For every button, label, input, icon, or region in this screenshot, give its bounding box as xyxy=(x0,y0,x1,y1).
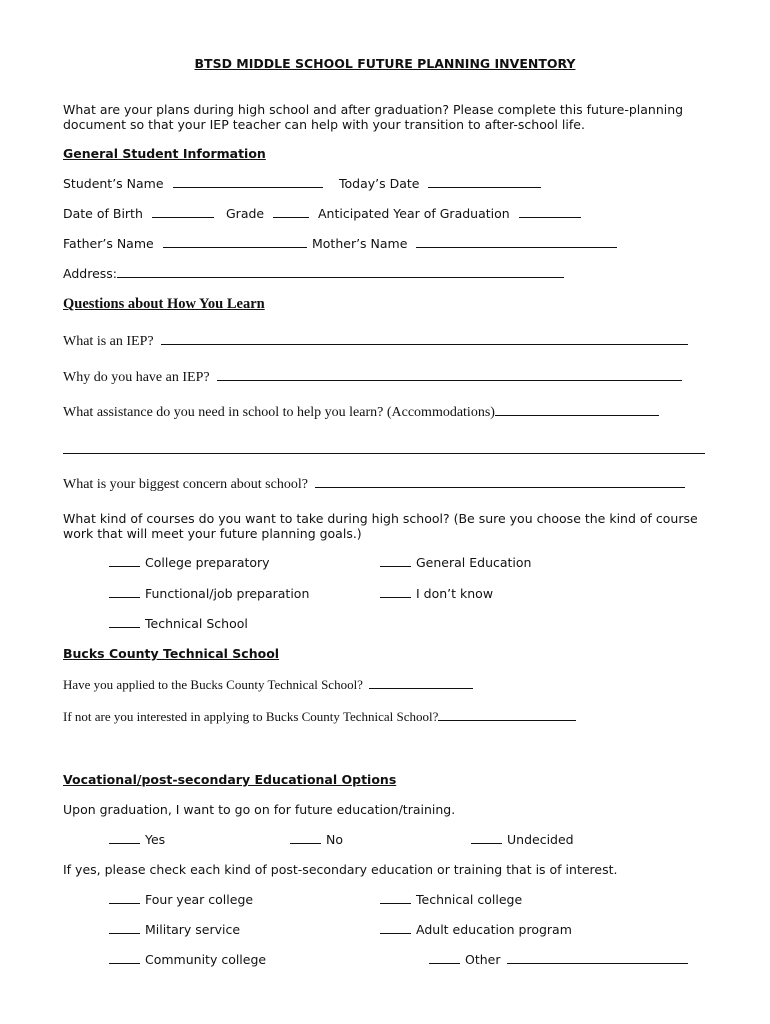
course-option[interactable] xyxy=(109,555,270,570)
student-name-field[interactable] xyxy=(173,176,323,188)
post-secondary-option[interactable] xyxy=(109,952,266,967)
post-secondary-question: If yes, please check each kind of post-secondary education or training that is of interest. xyxy=(63,862,618,877)
learn-heading: Questions about How You Learn xyxy=(63,296,265,312)
bucks-heading: Bucks County Technical School xyxy=(63,646,280,661)
post-secondary-label: Other xyxy=(465,952,501,967)
date-of-birth-field[interactable] xyxy=(152,206,214,218)
course-option[interactable] xyxy=(109,616,248,631)
post-secondary-label: Technical college xyxy=(416,892,523,907)
concern-label: What is your biggest concern about school? xyxy=(63,477,308,492)
graduation-checkbox[interactable] xyxy=(109,832,140,844)
course-checkbox[interactable] xyxy=(109,555,140,567)
mothers-name-row xyxy=(312,236,617,251)
bucks-applied-field[interactable] xyxy=(369,677,473,689)
assistance-row xyxy=(63,404,659,421)
todays-date-row xyxy=(339,176,541,191)
course-option-label: I don’t know xyxy=(416,586,494,601)
bucks-applied-label: Have you applied to the Bucks County Technical School? xyxy=(63,677,363,692)
post-secondary-label: Four year college xyxy=(145,892,254,907)
grade-field[interactable] xyxy=(273,206,309,218)
address-row xyxy=(63,266,564,281)
post-secondary-checkbox[interactable] xyxy=(109,892,140,904)
post-secondary-option[interactable] xyxy=(109,892,253,907)
other-specify-field[interactable] xyxy=(507,952,688,964)
course-option[interactable] xyxy=(380,555,531,570)
document-title: BTSD MIDDLE SCHOOL FUTURE PLANNING INVENTORY xyxy=(194,56,576,71)
why-iep-field[interactable] xyxy=(217,369,682,381)
graduation-option-label: Yes xyxy=(145,832,166,847)
intro-paragraph: What are your plans during high school and after graduation? Please complete this future-planning document so that your IEP teacher can help with your transition to after-school life. xyxy=(63,102,684,132)
vocational-heading: Vocational/post-secondary Educational Options xyxy=(63,772,397,787)
bucks-applied-row xyxy=(63,677,473,693)
post-secondary-checkbox[interactable] xyxy=(380,892,411,904)
graduation-option[interactable] xyxy=(290,832,343,847)
post-secondary-option[interactable] xyxy=(109,922,240,937)
post-secondary-label: Community college xyxy=(145,952,267,967)
fathers-name-label: Father’s Name xyxy=(63,236,154,251)
mothers-name-label: Mother’s Name xyxy=(312,236,408,251)
address-field[interactable] xyxy=(117,266,564,278)
post-secondary-checkbox[interactable] xyxy=(429,952,460,964)
course-option-label: Functional/job preparation xyxy=(145,586,310,601)
general-info-heading: General Student Information xyxy=(63,146,266,161)
post-secondary-label: Military service xyxy=(145,922,241,937)
course-option[interactable] xyxy=(380,586,493,601)
todays-date-field[interactable] xyxy=(428,176,541,188)
post-secondary-checkbox[interactable] xyxy=(109,922,140,934)
anticipated-year-row xyxy=(318,206,581,221)
course-checkbox[interactable] xyxy=(109,586,140,598)
concern-field[interactable] xyxy=(315,476,685,488)
graduation-checkbox[interactable] xyxy=(290,832,321,844)
student-name-row xyxy=(63,176,323,191)
assistance-label: What assistance do you need in school to help you learn? (Accommodations) xyxy=(63,405,495,420)
graduation-option-label: No xyxy=(326,832,343,847)
graduation-checkbox[interactable] xyxy=(471,832,502,844)
post-secondary-checkbox[interactable] xyxy=(380,922,411,934)
iep-question-row xyxy=(63,333,688,350)
student-name-label: Student’s Name xyxy=(63,176,164,191)
post-secondary-option[interactable] xyxy=(380,922,572,937)
bucks-interested-label: If not are you interested in applying to Bucks County Technical School? xyxy=(63,709,439,724)
assistance-field[interactable] xyxy=(495,404,659,416)
date-of-birth-label: Date of Birth xyxy=(63,206,143,221)
grade-row xyxy=(226,206,309,221)
post-secondary-label: Adult education program xyxy=(416,922,572,937)
why-iep-label: Why do you have an IEP? xyxy=(63,370,210,385)
course-checkbox[interactable] xyxy=(380,586,411,598)
address-label: Address: xyxy=(63,266,117,281)
fathers-name-field[interactable] xyxy=(163,236,307,248)
iep-question-label: What is an IEP? xyxy=(63,334,154,349)
bucks-interested-row xyxy=(63,709,576,725)
concern-row xyxy=(63,476,685,493)
course-option-label: Technical School xyxy=(145,616,248,631)
post-secondary-option[interactable] xyxy=(380,892,522,907)
graduation-option[interactable] xyxy=(109,832,165,847)
post-secondary-checkbox[interactable] xyxy=(109,952,140,964)
graduation-option-label: Undecided xyxy=(507,832,574,847)
why-iep-row xyxy=(63,369,682,386)
assistance-extra-line[interactable] xyxy=(63,453,705,454)
vocational-question: Upon graduation, I want to go on for future education/training. xyxy=(63,802,456,817)
fathers-name-row xyxy=(63,236,307,251)
date-of-birth-row xyxy=(63,206,214,221)
bucks-interested-field[interactable] xyxy=(438,709,576,721)
mothers-name-field[interactable] xyxy=(416,236,617,248)
anticipated-year-field[interactable] xyxy=(519,206,581,218)
courses-question: What kind of courses do you want to take during high school? (Be sure you choose the kind of course work that will meet your future planning goals.) xyxy=(63,511,698,541)
course-option[interactable] xyxy=(109,586,309,601)
course-checkbox[interactable] xyxy=(380,555,411,567)
post-secondary-option[interactable] xyxy=(429,952,688,967)
course-checkbox[interactable] xyxy=(109,616,140,628)
anticipated-year-label: Anticipated Year of Graduation xyxy=(318,206,510,221)
course-option-label: General Education xyxy=(416,555,532,570)
graduation-option[interactable] xyxy=(471,832,574,847)
todays-date-label: Today’s Date xyxy=(339,176,420,191)
course-option-label: College preparatory xyxy=(145,555,270,570)
iep-answer-field[interactable] xyxy=(161,333,688,345)
grade-label: Grade xyxy=(226,206,265,221)
